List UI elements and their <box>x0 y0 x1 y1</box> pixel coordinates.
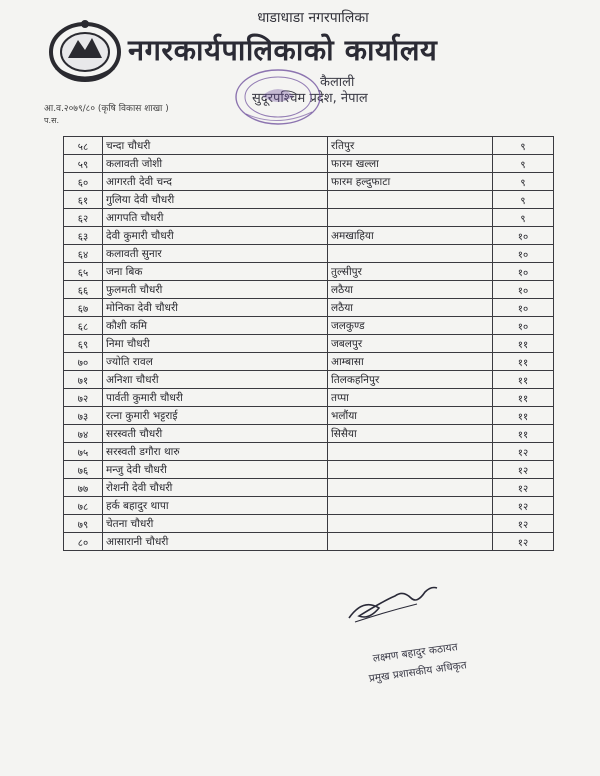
table-row <box>64 461 554 479</box>
group-cell: ९ <box>493 155 554 173</box>
serial-number-cell: ७१ <box>64 371 103 389</box>
municipality-name: धाडाधाडा नगरपालिका <box>257 10 369 26</box>
address-cell: फारम हल्दुफाटा <box>328 173 493 191</box>
name-cell: आसारानी चौधरी <box>103 533 328 551</box>
name-cell: फुलमती चौधरी <box>103 281 328 299</box>
table-row <box>64 479 554 497</box>
table-row <box>64 317 554 335</box>
group-cell: ९ <box>493 209 554 227</box>
table-row <box>64 173 554 191</box>
address-cell: जलकुण्ड <box>328 317 493 335</box>
serial-number-cell: ६२ <box>64 209 103 227</box>
serial-number-cell: ६८ <box>64 317 103 335</box>
address-cell <box>328 209 493 227</box>
serial-number-cell: ५८ <box>64 137 103 155</box>
table-row <box>64 353 554 371</box>
reference-number: आ.व.२०७९/८० (कृषि विकास शाखा ) <box>44 104 169 114</box>
address-cell: रतिपुर <box>328 137 493 155</box>
table-row <box>64 515 554 533</box>
serial-number-cell: ७८ <box>64 497 103 515</box>
address-cell <box>328 479 493 497</box>
group-cell: १० <box>493 317 554 335</box>
name-cell: आगरती देवी चन्द <box>103 173 328 191</box>
group-cell: १२ <box>493 533 554 551</box>
serial-number-cell: ७५ <box>64 443 103 461</box>
name-cell: आगपति चौधरी <box>103 209 328 227</box>
district-name: कैलाली <box>320 75 355 90</box>
serial-number-cell: ७३ <box>64 407 103 425</box>
group-cell: १२ <box>493 443 554 461</box>
address-cell: लठैया <box>328 299 493 317</box>
serial-number-cell: ६३ <box>64 227 103 245</box>
group-cell: १० <box>493 227 554 245</box>
name-cell: रत्ना कुमारी भट्टराई <box>103 407 328 425</box>
name-cell: अनिशा चौधरी <box>103 371 328 389</box>
group-cell: १० <box>493 245 554 263</box>
office-title: नगरकार्यपालिकाको कार्यालय <box>128 33 438 67</box>
serial-number-cell: ७६ <box>64 461 103 479</box>
name-cell: मोनिका देवी चौधरी <box>103 299 328 317</box>
name-cell: कलावती सुनार <box>103 245 328 263</box>
serial-number-cell: ६४ <box>64 245 103 263</box>
serial-number-cell: ६६ <box>64 281 103 299</box>
address-cell: तुल्सीपुर <box>328 263 493 281</box>
table-row <box>64 299 554 317</box>
table-row <box>64 389 554 407</box>
serial-number-cell: ७९ <box>64 515 103 533</box>
name-cell: रोशनी देवी चौधरी <box>103 479 328 497</box>
table-row <box>64 137 554 155</box>
name-cell: कौशी कमि <box>103 317 328 335</box>
table-row <box>64 263 554 281</box>
office-seal-stamp <box>232 66 324 128</box>
address-cell <box>328 191 493 209</box>
group-cell: १२ <box>493 497 554 515</box>
table-row <box>64 407 554 425</box>
serial-number-cell: ५९ <box>64 155 103 173</box>
serial-number-cell: ७४ <box>64 425 103 443</box>
name-cell: ज्योति रावल <box>103 353 328 371</box>
serial-number-cell: ८० <box>64 533 103 551</box>
group-cell: ९ <box>493 173 554 191</box>
nepal-emblem-icon <box>48 18 122 82</box>
address-cell <box>328 245 493 263</box>
signatory-title: प्रमुख प्रशासकीय अधिकृत <box>368 659 468 685</box>
serial-number-cell: ६० <box>64 173 103 191</box>
group-cell: १२ <box>493 479 554 497</box>
serial-number-cell: ७७ <box>64 479 103 497</box>
name-cell: हर्क बहादुर थापा <box>103 497 328 515</box>
address-cell <box>328 533 493 551</box>
name-cell: चेतना चौधरी <box>103 515 328 533</box>
serial-number-cell: ७२ <box>64 389 103 407</box>
name-cell: जना बिक <box>103 263 328 281</box>
table-row <box>64 425 554 443</box>
signatory-name: लक्ष्मण बहादुर कठायत <box>372 641 459 665</box>
table-row <box>64 227 554 245</box>
address-cell: जबलपुर <box>328 335 493 353</box>
group-cell: १२ <box>493 515 554 533</box>
address-cell: तप्पा <box>328 389 493 407</box>
group-cell: १० <box>493 263 554 281</box>
group-cell: ११ <box>493 425 554 443</box>
serial-number-cell: ६९ <box>64 335 103 353</box>
name-cell: सरस्वती डगौरा थारु <box>103 443 328 461</box>
address-cell: आम्बासा <box>328 353 493 371</box>
office-address: सुदूरपश्चिम प्रदेश, नेपाल <box>252 91 368 106</box>
serial-number-cell: ७० <box>64 353 103 371</box>
group-cell: ११ <box>493 407 554 425</box>
name-cell: सरस्वती चौधरी <box>103 425 328 443</box>
group-cell: ११ <box>493 353 554 371</box>
serial-number-cell: ६५ <box>64 263 103 281</box>
group-cell: ११ <box>493 389 554 407</box>
serial-number-cell: ६७ <box>64 299 103 317</box>
address-cell: अमखाहिया <box>328 227 493 245</box>
table-row <box>64 209 554 227</box>
table-row <box>64 155 554 173</box>
name-cell: चन्दा चौधरी <box>103 137 328 155</box>
address-cell: फारम खल्ला <box>328 155 493 173</box>
table-row <box>64 497 554 515</box>
group-cell: १२ <box>493 461 554 479</box>
table-row <box>64 245 554 263</box>
serial-number-cell: ६१ <box>64 191 103 209</box>
name-cell: पार्वती कुमारी चौधरी <box>103 389 328 407</box>
name-cell: मन्जु देवी चौधरी <box>103 461 328 479</box>
table-row <box>64 191 554 209</box>
address-cell: तिलकहनिपुर <box>328 371 493 389</box>
address-cell <box>328 515 493 533</box>
name-cell: गुलिया देवी चौधरी <box>103 191 328 209</box>
group-cell: ११ <box>493 335 554 353</box>
beneficiary-table <box>63 136 554 551</box>
address-cell <box>328 497 493 515</box>
group-cell: ११ <box>493 371 554 389</box>
table-row <box>64 371 554 389</box>
group-cell: १० <box>493 299 554 317</box>
letter-number-label: प.स. <box>44 116 60 125</box>
address-cell: सिसैया <box>328 425 493 443</box>
address-cell: भलौंया <box>328 407 493 425</box>
address-cell: लठैया <box>328 281 493 299</box>
group-cell: १० <box>493 281 554 299</box>
table-row <box>64 281 554 299</box>
address-cell <box>328 461 493 479</box>
handwritten-signature <box>345 578 440 628</box>
table-row <box>64 533 554 551</box>
group-cell: ९ <box>493 191 554 209</box>
table-row <box>64 443 554 461</box>
name-cell: कलावती जोशी <box>103 155 328 173</box>
name-cell: देवी कुमारी चौधरी <box>103 227 328 245</box>
address-cell <box>328 443 493 461</box>
name-cell: निमा चौधरी <box>103 335 328 353</box>
table-row <box>64 335 554 353</box>
group-cell: ९ <box>493 137 554 155</box>
